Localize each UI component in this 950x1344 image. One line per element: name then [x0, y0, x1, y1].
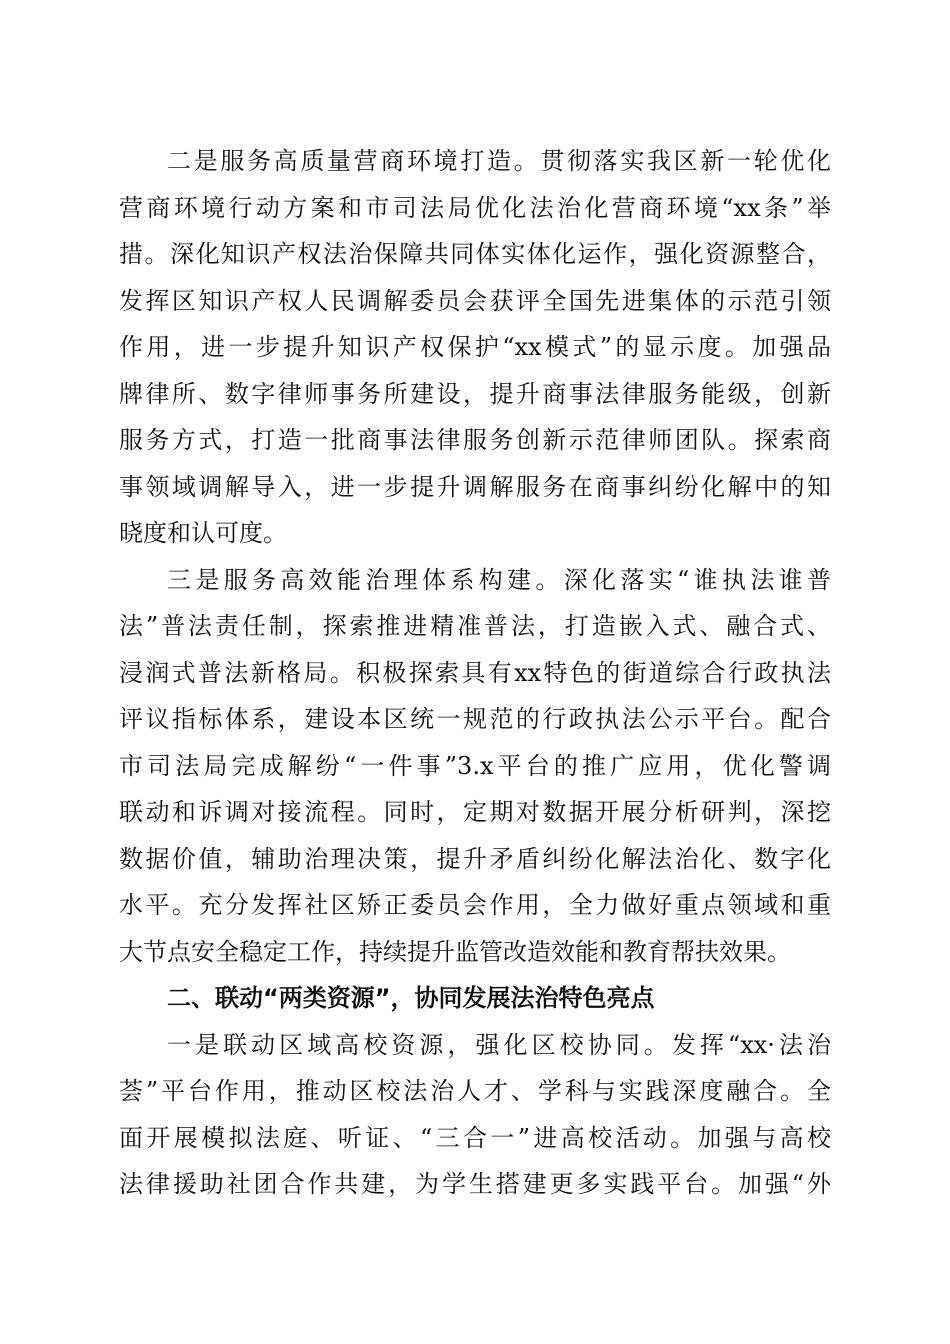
paragraph-1-line-3: 措。深化知识产权法治保障共同体实体化运作，强化资源整合， [119, 240, 831, 268]
paragraph-1-line-4: 发挥区知识产权人民调解委员会获评全国先进集体的示范引领 [119, 286, 831, 315]
paragraph-3-line-1: 一是联动区域高校资源，强化区校协同。发挥“xx·法治 [167, 1030, 831, 1059]
paragraph-2-line-8: 水平。充分发挥社区矫正委员会作用，全力做好重点领域和重 [119, 891, 831, 919]
paragraph-1-line-1: 二是服务高质量营商环境打造。贯彻落实我区新一轮优化 [167, 147, 831, 175]
paragraph-2-line-9: 大节点安全稳定工作，持续提升监管改造效能和教育帮扶效果。 [119, 937, 791, 966]
paragraph-1-line-5: 作用，进一步提升知识产权保护“xx模式”的显示度。加强品 [119, 333, 831, 361]
paragraph-2-line-7: 数据价值，辅助治理决策，提升矛盾纠纷化解法治化、数字化 [119, 844, 831, 873]
paragraph-1-line-6: 牌律所、数字律师事务所建设，提升商事法律服务能级，创新 [119, 379, 831, 408]
paragraph-2-line-6: 联动和诉调对接流程。同时，定期对数据开展分析研判，深挖 [119, 798, 831, 826]
document-body [119, 138, 831, 1208]
paragraph-2-line-2: 法”普法责任制，探索推进精准普法，打造嵌入式、融合式、 [119, 612, 831, 640]
paragraph-1-line-9: 晓度和认可度。 [119, 519, 287, 547]
paragraph-2-line-1: 三是服务高效能治理体系构建。深化落实“谁执法谁普 [167, 565, 831, 594]
paragraph-1-line-2: 营商环境行动方案和市司法局优化法治化营商环境“xx条”举 [119, 193, 831, 222]
paragraph-2-line-3: 浸润式普法新格局。积极探索具有xx特色的街道综合行政执法 [119, 658, 831, 687]
paragraph-3-line-3: 面开展模拟法庭、听证、“三合一”进高校活动。加强与高校 [119, 1123, 831, 1152]
paragraph-1-line-8: 事领域调解导入，进一步提升调解服务在商事纠纷化解中的知 [119, 472, 831, 501]
paragraph-3-line-2: 荟”平台作用，推动区校法治人才、学科与实践深度融合。全 [119, 1077, 831, 1105]
paragraph-2-line-5: 市司法局完成解纷“一件事”3.x平台的推广应用，优化警调 [119, 751, 831, 780]
paragraph-2-line-4: 评议指标体系，建设本区统一规范的行政执法公示平台。配合 [119, 705, 831, 733]
section-heading: 二、联动“两类资源”，协同发展法治特色亮点 [167, 984, 655, 1012]
paragraph-1-line-7: 服务方式，打造一批商事法律服务创新示范律师团队。探索商 [119, 426, 831, 454]
paragraph-3-line-4: 法律援助社团合作共建，为学生搭建更多实践平台。加强“外 [119, 1170, 831, 1198]
